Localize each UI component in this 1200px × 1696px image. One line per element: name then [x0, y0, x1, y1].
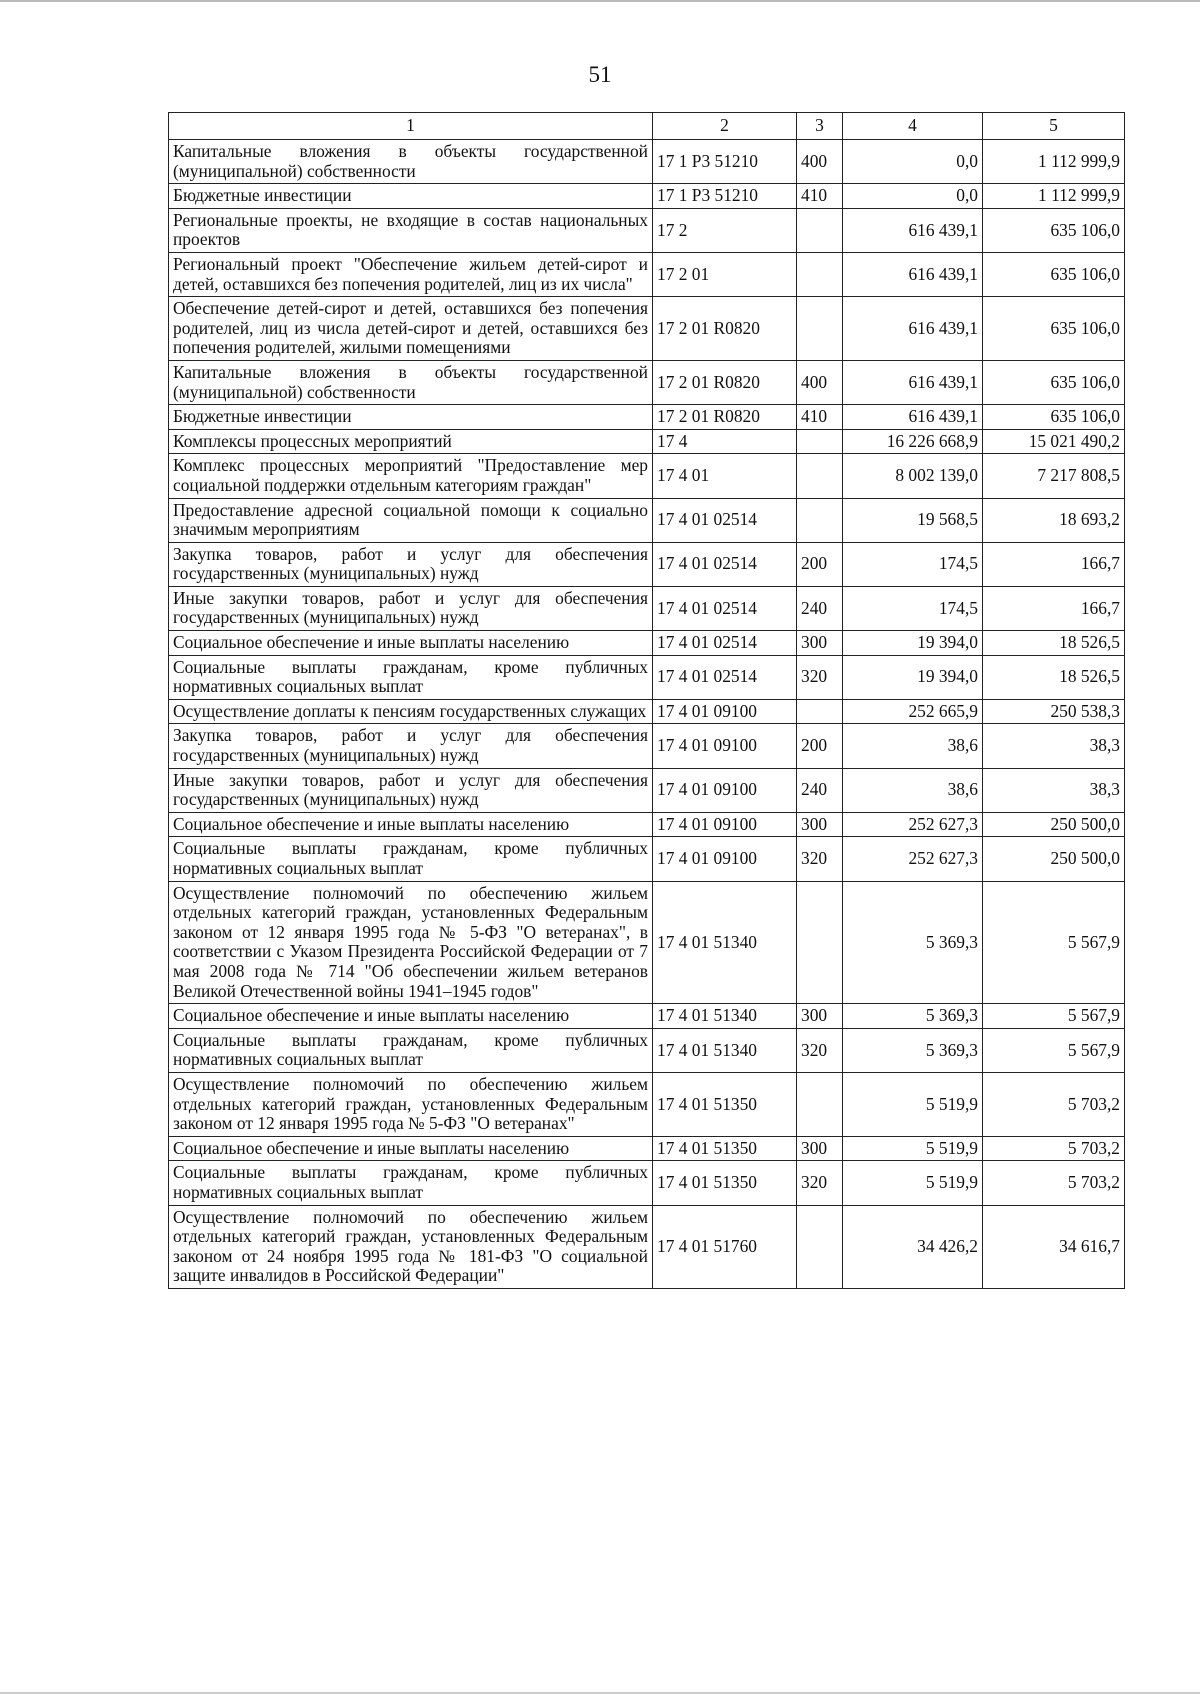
cell-amount-col4: 616 439,1	[843, 252, 983, 296]
cell-description: Социальное обеспечение и иные выплаты населению	[169, 631, 653, 656]
table-row	[169, 429, 1125, 454]
cell-description: Капитальные вложения в объекты государственной (муниципальной) собственности	[169, 360, 653, 404]
cell-amount-col4: 0,0	[843, 184, 983, 209]
cell-expense-type: 300	[797, 1136, 843, 1161]
cell-amount-col5: 38,3	[983, 724, 1125, 768]
cell-expense-type: 320	[797, 1028, 843, 1072]
cell-description: Социальные выплаты гражданам, кроме публичных нормативных социальных выплат	[169, 1028, 653, 1072]
cell-expense-type: 320	[797, 837, 843, 881]
cell-amount-col4: 5 519,9	[843, 1161, 983, 1205]
cell-amount-col5: 34 616,7	[983, 1205, 1125, 1288]
table-row	[169, 405, 1125, 430]
cell-amount-col4: 5 369,3	[843, 881, 983, 1004]
cell-target-code: 17 2 01 R0820	[653, 360, 797, 404]
table-row	[169, 586, 1125, 630]
cell-expense-type: 400	[797, 140, 843, 184]
cell-target-code: 17 4 01 02514	[653, 498, 797, 542]
table-row	[169, 837, 1125, 881]
cell-target-code: 17 4 01 09100	[653, 812, 797, 837]
scan-top-edge	[0, 0, 1200, 2]
table-row	[169, 184, 1125, 209]
cell-description: Социальное обеспечение и иные выплаты населению	[169, 812, 653, 837]
cell-expense-type: 300	[797, 812, 843, 837]
cell-expense-type	[797, 252, 843, 296]
cell-description: Осуществление полномочий по обеспечению жильем отдельных категорий граждан, установленных Федеральным законом от 24 ноября 1995 года № 181-ФЗ "О социальной защите инвалидов в Российской Федерации"	[169, 1205, 653, 1288]
page-number: 51	[588, 62, 612, 87]
cell-amount-col4: 616 439,1	[843, 405, 983, 430]
cell-target-code: 17 4	[653, 429, 797, 454]
cell-amount-col5: 635 106,0	[983, 208, 1125, 252]
cell-expense-type	[797, 699, 843, 724]
cell-description: Комплекс процессных мероприятий "Предоставление мер социальной поддержки отдельным категориям граждан"	[169, 454, 653, 498]
table-row	[169, 655, 1125, 699]
cell-amount-col5: 18 526,5	[983, 631, 1125, 656]
cell-amount-col5: 166,7	[983, 586, 1125, 630]
cell-amount-col4: 0,0	[843, 140, 983, 184]
table-row	[169, 208, 1125, 252]
budget-table	[168, 112, 1125, 1289]
cell-amount-col4: 5 519,9	[843, 1136, 983, 1161]
cell-description: Комплексы процессных мероприятий	[169, 429, 653, 454]
table-row	[169, 768, 1125, 812]
cell-expense-type	[797, 454, 843, 498]
table-row	[169, 1072, 1125, 1136]
table-body	[169, 140, 1125, 1289]
cell-amount-col5: 166,7	[983, 542, 1125, 586]
cell-description: Иные закупки товаров, работ и услуг для обеспечения государственных (муниципальных) нужд	[169, 768, 653, 812]
cell-description: Бюджетные инвестиции	[169, 184, 653, 209]
cell-target-code: 17 2 01 R0820	[653, 297, 797, 361]
cell-amount-col5: 5 703,2	[983, 1161, 1125, 1205]
cell-expense-type: 320	[797, 655, 843, 699]
cell-target-code: 17 4 01 51340	[653, 881, 797, 1004]
cell-description: Закупка товаров, работ и услуг для обеспечения государственных (муниципальных) нужд	[169, 542, 653, 586]
column-header-1: 1	[169, 113, 653, 140]
table-row	[169, 1028, 1125, 1072]
cell-target-code: 17 2 01 R0820	[653, 405, 797, 430]
cell-amount-col5: 15 021 490,2	[983, 429, 1125, 454]
cell-amount-col4: 19 568,5	[843, 498, 983, 542]
cell-target-code: 17 2	[653, 208, 797, 252]
cell-amount-col5: 7 217 808,5	[983, 454, 1125, 498]
cell-target-code: 17 4 01 02514	[653, 631, 797, 656]
cell-amount-col4: 5 369,3	[843, 1028, 983, 1072]
table-row	[169, 454, 1125, 498]
cell-target-code: 17 4 01 51350	[653, 1161, 797, 1205]
cell-target-code: 17 1 Р3 51210	[653, 184, 797, 209]
cell-amount-col4: 616 439,1	[843, 297, 983, 361]
table-header-row	[169, 113, 1125, 140]
scan-bottom-edge	[0, 1692, 1200, 1694]
cell-expense-type: 240	[797, 586, 843, 630]
column-header-4: 4	[843, 113, 983, 140]
cell-amount-col4: 38,6	[843, 724, 983, 768]
cell-amount-col5: 635 106,0	[983, 360, 1125, 404]
cell-amount-col4: 19 394,0	[843, 631, 983, 656]
cell-amount-col5: 250 500,0	[983, 837, 1125, 881]
cell-expense-type	[797, 297, 843, 361]
cell-description: Капитальные вложения в объекты государственной (муниципальной) собственности	[169, 140, 653, 184]
table-row	[169, 542, 1125, 586]
cell-description: Предоставление адресной социальной помощи к социально значимым мероприятиям	[169, 498, 653, 542]
cell-amount-col5: 635 106,0	[983, 405, 1125, 430]
cell-description: Закупка товаров, работ и услуг для обеспечения государственных (муниципальных) нужд	[169, 724, 653, 768]
cell-target-code: 17 4 01	[653, 454, 797, 498]
cell-amount-col5: 18 693,2	[983, 498, 1125, 542]
table-row	[169, 812, 1125, 837]
table-row	[169, 1004, 1125, 1029]
cell-amount-col4: 174,5	[843, 586, 983, 630]
table-row	[169, 297, 1125, 361]
cell-amount-col5: 38,3	[983, 768, 1125, 812]
cell-amount-col5: 250 500,0	[983, 812, 1125, 837]
cell-amount-col5: 5 567,9	[983, 1004, 1125, 1029]
cell-target-code: 17 4 01 51350	[653, 1136, 797, 1161]
cell-description: Социальные выплаты гражданам, кроме публичных нормативных социальных выплат	[169, 655, 653, 699]
cell-target-code: 17 4 01 51760	[653, 1205, 797, 1288]
cell-expense-type	[797, 881, 843, 1004]
cell-amount-col4: 19 394,0	[843, 655, 983, 699]
table-row	[169, 1161, 1125, 1205]
cell-expense-type	[797, 498, 843, 542]
table-row	[169, 699, 1125, 724]
cell-description: Осуществление полномочий по обеспечению жильем отдельных категорий граждан, установленных Федеральным законом от 12 января 1995 года № 5-ФЗ "О ветеранах", в соответствии с Указом Президента Российской Федерации от 7 мая 2008 года № 714 "Об обеспечении жильем ветеранов Великой Отечественной войны 1941–1945 годов"	[169, 881, 653, 1004]
column-header-3: 3	[797, 113, 843, 140]
cell-amount-col4: 174,5	[843, 542, 983, 586]
cell-description: Региональный проект "Обеспечение жильем детей-сирот и детей, оставшихся без попечения родителей, лиц из их числа"	[169, 252, 653, 296]
cell-amount-col4: 34 426,2	[843, 1205, 983, 1288]
cell-expense-type: 320	[797, 1161, 843, 1205]
table-row	[169, 498, 1125, 542]
cell-amount-col5: 5 567,9	[983, 881, 1125, 1004]
table-row	[169, 1205, 1125, 1288]
cell-target-code: 17 1 Р3 51210	[653, 140, 797, 184]
cell-description: Осуществление доплаты к пенсиям государственных служащих	[169, 699, 653, 724]
cell-amount-col5: 635 106,0	[983, 252, 1125, 296]
cell-amount-col4: 5 369,3	[843, 1004, 983, 1029]
cell-amount-col4: 616 439,1	[843, 360, 983, 404]
table-row	[169, 1136, 1125, 1161]
cell-target-code: 17 2 01	[653, 252, 797, 296]
cell-amount-col5: 250 538,3	[983, 699, 1125, 724]
cell-expense-type	[797, 1072, 843, 1136]
cell-expense-type: 410	[797, 184, 843, 209]
cell-amount-col5: 18 526,5	[983, 655, 1125, 699]
cell-target-code: 17 4 01 51350	[653, 1072, 797, 1136]
column-header-5: 5	[983, 113, 1125, 140]
cell-expense-type: 300	[797, 631, 843, 656]
cell-target-code: 17 4 01 09100	[653, 724, 797, 768]
cell-expense-type: 410	[797, 405, 843, 430]
cell-description: Региональные проекты, не входящие в состав национальных проектов	[169, 208, 653, 252]
table-row	[169, 140, 1125, 184]
cell-target-code: 17 4 01 02514	[653, 542, 797, 586]
table-row	[169, 631, 1125, 656]
cell-target-code: 17 4 01 02514	[653, 586, 797, 630]
cell-target-code: 17 4 01 09100	[653, 699, 797, 724]
table-row	[169, 360, 1125, 404]
budget-table-wrapper	[168, 112, 1124, 1289]
cell-description: Обеспечение детей-сирот и детей, оставшихся без попечения родителей, лиц из числа детей-сирот и детей, оставшихся без попечения родителей, жилыми помещениями	[169, 297, 653, 361]
cell-description: Социальные выплаты гражданам, кроме публичных нормативных социальных выплат	[169, 837, 653, 881]
cell-amount-col5: 5 567,9	[983, 1028, 1125, 1072]
cell-description: Социальные выплаты гражданам, кроме публичных нормативных социальных выплат	[169, 1161, 653, 1205]
cell-description: Бюджетные инвестиции	[169, 405, 653, 430]
cell-amount-col4: 616 439,1	[843, 208, 983, 252]
cell-amount-col5: 1 112 999,9	[983, 140, 1125, 184]
cell-target-code: 17 4 01 09100	[653, 768, 797, 812]
cell-description: Осуществление полномочий по обеспечению жильем отдельных категорий граждан, установленных Федеральным законом от 12 января 1995 года № 5-ФЗ "О ветеранах"	[169, 1072, 653, 1136]
cell-expense-type: 240	[797, 768, 843, 812]
cell-expense-type	[797, 429, 843, 454]
table-row	[169, 881, 1125, 1004]
cell-description: Социальное обеспечение и иные выплаты населению	[169, 1136, 653, 1161]
cell-amount-col4: 8 002 139,0	[843, 454, 983, 498]
cell-description: Социальное обеспечение и иные выплаты населению	[169, 1004, 653, 1029]
cell-expense-type	[797, 1205, 843, 1288]
cell-amount-col4: 16 226 668,9	[843, 429, 983, 454]
cell-target-code: 17 4 01 02514	[653, 655, 797, 699]
cell-target-code: 17 4 01 51340	[653, 1028, 797, 1072]
table-row	[169, 252, 1125, 296]
cell-expense-type: 400	[797, 360, 843, 404]
cell-amount-col4: 252 627,3	[843, 837, 983, 881]
cell-amount-col4: 38,6	[843, 768, 983, 812]
cell-expense-type: 200	[797, 542, 843, 586]
cell-expense-type	[797, 208, 843, 252]
column-header-2: 2	[653, 113, 797, 140]
cell-amount-col4: 5 519,9	[843, 1072, 983, 1136]
table-row	[169, 724, 1125, 768]
cell-expense-type: 200	[797, 724, 843, 768]
cell-amount-col5: 635 106,0	[983, 297, 1125, 361]
cell-amount-col5: 1 112 999,9	[983, 184, 1125, 209]
cell-amount-col4: 252 665,9	[843, 699, 983, 724]
cell-amount-col4: 252 627,3	[843, 812, 983, 837]
cell-target-code: 17 4 01 09100	[653, 837, 797, 881]
cell-amount-col5: 5 703,2	[983, 1136, 1125, 1161]
cell-description: Иные закупки товаров, работ и услуг для обеспечения государственных (муниципальных) нужд	[169, 586, 653, 630]
cell-target-code: 17 4 01 51340	[653, 1004, 797, 1029]
cell-expense-type: 300	[797, 1004, 843, 1029]
cell-amount-col5: 5 703,2	[983, 1072, 1125, 1136]
